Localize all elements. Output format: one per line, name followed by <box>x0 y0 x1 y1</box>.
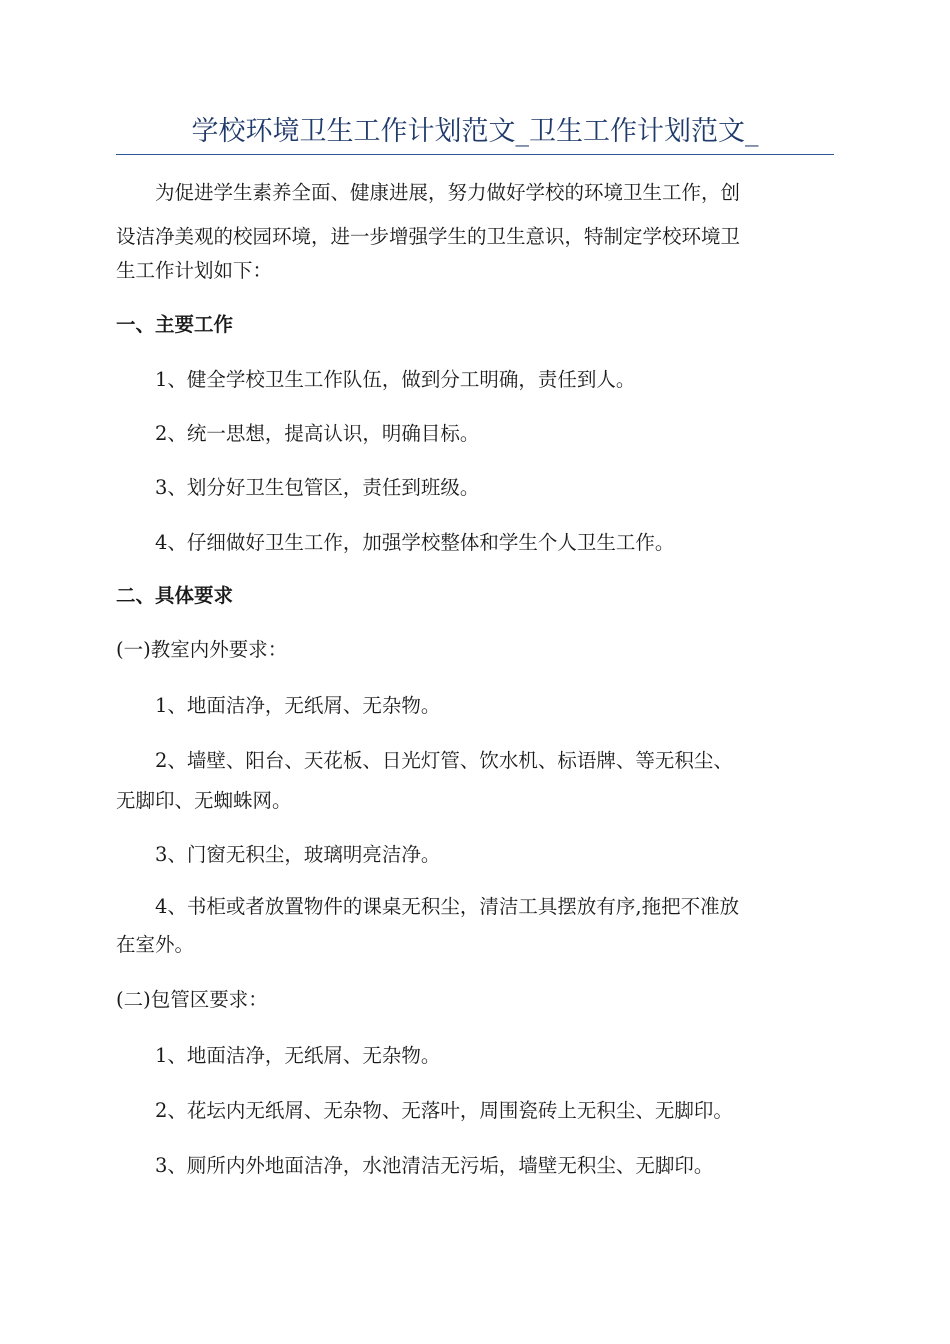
list-item: 3、厕所内外地面洁净，水池清洁无污垢，墙壁无积尘、无脚印。 <box>155 1154 714 1177</box>
subsection-heading-classroom: (一)教室内外要求： <box>116 638 288 661</box>
list-item: 2、花坛内无纸屑、无杂物、无落叶，周围瓷砖上无积尘、无脚印。 <box>155 1099 733 1122</box>
list-item: 3、门窗无积尘，玻璃明亮洁净。 <box>155 843 441 866</box>
list-item: 2、统一思想，提高认识，明确目标。 <box>155 422 480 445</box>
intro-line-2: 设洁净美观的校园环境，进一步增强学生的卫生意识，特制定学校环境卫 <box>116 225 741 248</box>
list-item-continuation: 无脚印、无蜘蛛网。 <box>116 789 292 812</box>
section-heading-main-work: 一、主要工作 <box>116 313 234 336</box>
list-item: 2、墙壁、阳台、天花板、日光灯管、饮水机、标语牌、等无积尘、 <box>155 749 733 772</box>
section-heading-requirements: 二、具体要求 <box>116 584 234 607</box>
list-item-continuation: 在室外。 <box>116 933 195 956</box>
list-item: 4、书柜或者放置物件的课桌无积尘，清洁工具摆放有序,拖把不准放 <box>155 895 740 918</box>
list-item: 1、健全学校卫生工作队伍，做到分工明确，责任到人。 <box>155 368 636 391</box>
document-title: 学校环境卫生工作计划范文_卫生工作计划范文_ <box>191 116 759 147</box>
list-item: 1、地面洁净，无纸屑、无杂物。 <box>155 1044 441 1067</box>
list-item: 3、划分好卫生包管区，责任到班级。 <box>155 476 480 499</box>
subsection-heading-area: (二)包管区要求： <box>116 988 268 1011</box>
list-item: 1、地面洁净，无纸屑、无杂物。 <box>155 694 441 717</box>
title-underline <box>116 154 834 155</box>
intro-line-3: 生工作计划如下： <box>116 259 273 282</box>
list-item: 4、仔细做好卫生工作，加强学校整体和学生个人卫生工作。 <box>155 531 675 554</box>
intro-line-1: 为促进学生素养全面、健康进展，努力做好学校的环境卫生工作，创 <box>155 181 741 204</box>
